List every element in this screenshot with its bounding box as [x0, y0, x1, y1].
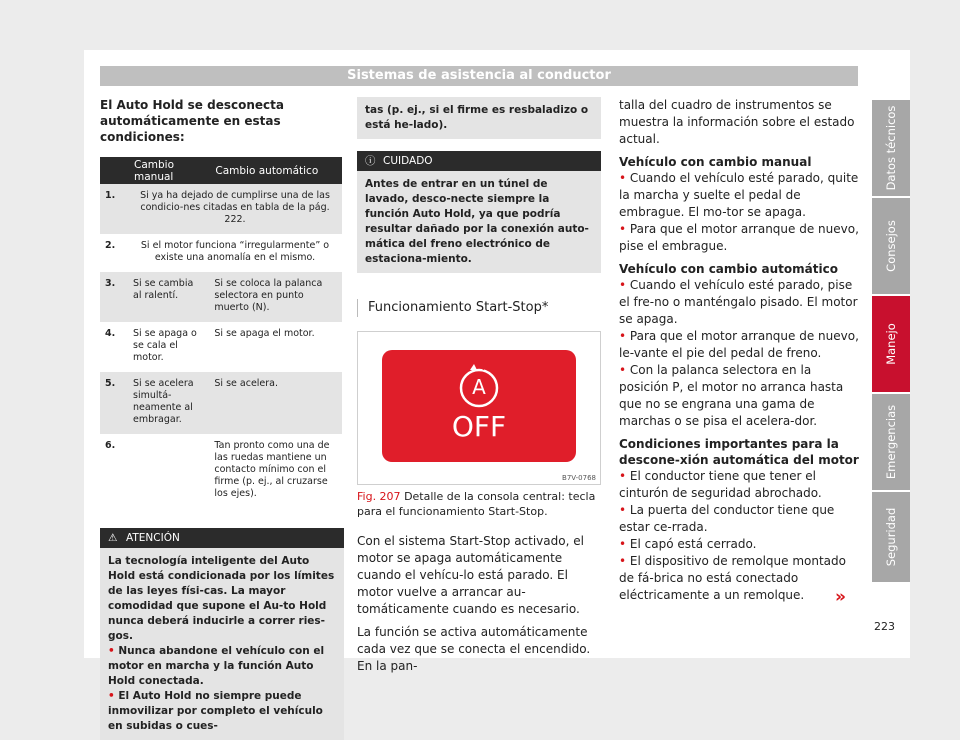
paragraph: La función se activa automáticamente cada vez que se conecta el encendido. En la pan-: [357, 625, 591, 673]
row-auto: Si se apaga el motor.: [209, 322, 342, 372]
list-item: [108, 689, 336, 734]
warning-header: [100, 528, 344, 548]
warning-body: [100, 548, 344, 740]
caption-text: Detalle de la consola central: tecla para el funcionamiento Start-Stop.: [357, 490, 596, 518]
header-title: Sistemas de asistencia al conductor: [100, 66, 858, 86]
caption-label: Fig. 207: [357, 490, 401, 503]
figure-start-stop: [357, 331, 601, 485]
row-manual: Si se apaga o se cala el motor.: [128, 322, 209, 372]
list-item-text: Para que el motor arranque de nuevo, le-vante el pie del pedal de freno.: [619, 329, 859, 360]
table-row: [100, 322, 342, 372]
list-item: [619, 170, 859, 221]
caution-header: [357, 151, 601, 171]
paragraph: Con el sistema Start-Stop activado, el motor se apaga automáticamente cuando el vehícu-lo está parado. El motor vuelve a arrancar au-tomáticamente cuando es necesario.: [357, 534, 584, 616]
tab-label: Datos técnicos: [884, 105, 898, 191]
warning-continuation-text: tas (p. ej., si el firme es resbaladizo o está he-lado).: [365, 104, 589, 131]
bullet-icon: •: [108, 645, 119, 657]
tab-seguridad[interactable]: [872, 492, 910, 582]
auto-off-icon: [382, 350, 576, 462]
row-number: 2.: [100, 234, 128, 272]
tab-label: Manejo: [884, 323, 898, 365]
tab-label: Emergencias: [884, 404, 898, 480]
list-item: [619, 328, 859, 362]
bullet-icon: •: [619, 171, 630, 185]
list-item-text: La puerta del conductor tiene que estar ce-rrada.: [619, 503, 835, 534]
tab-label: Consejos: [884, 220, 898, 272]
list-item: [619, 277, 859, 328]
warning-box: [100, 528, 344, 740]
bullet-icon: •: [108, 690, 119, 702]
bullet-icon: •: [619, 537, 630, 551]
start-stop-button-image: [382, 350, 576, 462]
table-header-auto: Cambio automático: [209, 157, 342, 184]
list-item: [619, 536, 859, 553]
list-item: [619, 553, 859, 604]
warning-continuation-box: [357, 97, 601, 139]
column-1: [100, 97, 344, 740]
list-item: [619, 221, 859, 255]
row-number: 3.: [100, 272, 128, 322]
tab-consejos[interactable]: [872, 198, 910, 294]
bullet-icon: •: [619, 222, 630, 236]
row-auto: Si se coloca la palanca selectora en punto muerto (N).: [209, 272, 342, 322]
column-2: [357, 97, 601, 675]
subheading-manual: Vehículo con cambio manual: [619, 155, 812, 169]
table-row: [100, 184, 342, 234]
row-manual: Si se cambia al ralentí.: [128, 272, 209, 322]
bullet-icon: •: [619, 469, 630, 483]
row-auto: Tan pronto como una de las ruedas mantiene un contacto mínimo con el firme (p. ej., al cruzarse los ejes).: [209, 434, 342, 508]
list-item-text: Con la palanca selectora en la posición P, el motor no arranca hasta que no se engrana una gama de marchas o se pisa el acelera-dor.: [619, 363, 844, 428]
row-merged-text: Si el motor funciona “irregularmente” o existe una anomalía en el mismo.: [128, 234, 342, 272]
button-letter: A: [472, 375, 486, 399]
subheading-conditions: Condiciones importantes para la descone-xión automática del motor: [619, 437, 859, 467]
row-number: 4.: [100, 322, 128, 372]
continue-arrow-icon: »: [835, 587, 846, 607]
row-number: 6.: [100, 434, 128, 508]
tab-label: Seguridad: [884, 507, 898, 567]
bullet-icon: •: [619, 554, 630, 568]
table-row: [100, 234, 342, 272]
caution-title: CUIDADO: [383, 155, 433, 167]
row-merged-text: Si ya ha dejado de cumplirse una de las condicio-nes citadas en tabla de la pág. 222.: [128, 184, 342, 234]
table-header-manual: Cambio manual: [128, 157, 209, 184]
row-manual: Si se acelera simultá-neamente al embragar.: [128, 372, 209, 434]
warning-triangle-icon: ⚠: [108, 532, 118, 544]
bullet-icon: •: [619, 329, 630, 343]
warning-bullet-text: Nunca abandone el vehículo con el motor en marcha y la función Auto Hold conectada.: [108, 645, 325, 687]
button-off-text: OFF: [451, 410, 507, 443]
caution-box: [357, 151, 601, 273]
bullet-icon: •: [619, 278, 630, 292]
tab-datos-tecnicos[interactable]: [872, 100, 910, 196]
row-number: 5.: [100, 372, 128, 434]
paragraph: talla del cuadro de instrumentos se muestra la información sobre el estado actual.: [619, 98, 855, 146]
list-item-text: Para que el motor arranque de nuevo, pise el embrague.: [619, 222, 859, 253]
table-row: [100, 272, 342, 322]
section-title: Funcionamiento Start-Stop*: [357, 299, 601, 317]
table-header: [100, 157, 342, 184]
row-auto: Si se acelera.: [209, 372, 342, 434]
autohold-heading: El Auto Hold se desconecta automáticamente en estas condiciones:: [100, 98, 284, 144]
figure-caption: [357, 489, 601, 519]
list-item: [619, 502, 859, 536]
list-item: [619, 468, 859, 502]
subheading-auto: Vehículo con cambio automático: [619, 262, 838, 276]
table-row: [100, 434, 342, 508]
tab-emergencias[interactable]: [872, 394, 910, 490]
warning-title: ATENCIÓN: [126, 532, 180, 544]
bullet-icon: •: [619, 503, 630, 517]
bullet-icon: •: [619, 363, 630, 377]
list-item-text: El capó está cerrado.: [629, 537, 757, 551]
list-item-text: Cuando el vehículo esté parado, pise el fre-no o manténgalo pisado. El motor se apaga.: [619, 278, 858, 326]
row-number: 1.: [100, 184, 128, 234]
row-manual: [128, 434, 209, 508]
info-circle-icon: ⓘ: [365, 155, 376, 167]
tab-manejo[interactable]: [872, 296, 910, 392]
table-row: [100, 372, 342, 434]
list-item-text: Cuando el vehículo esté parado, quite la marcha y suelte el pedal de embrague. El mo-tor se apaga.: [619, 171, 859, 219]
figure-code: B7V-0768: [562, 474, 596, 482]
warning-bullet-text: El Auto Hold no siempre puede inmovilizar por completo el vehículo en subidas o cues-: [108, 690, 323, 732]
table-header-num: [100, 157, 128, 184]
list-item: [619, 362, 859, 430]
list-item-text: El conductor tiene que tener el cinturón de seguridad abrochado.: [619, 469, 822, 500]
autohold-table: [100, 157, 342, 508]
list-item: [108, 644, 336, 689]
column-3: [619, 97, 859, 604]
warning-text: La tecnología inteligente del Auto Hold está condicionada por los límites de las leyes físi-cas. La mayor comodidad que supone el Au-to Hold nunca deberá inducirle a correr ries-gos.: [108, 555, 335, 642]
list-item-text: El dispositivo de remolque montado de fá-brica no está conectado eléctricamente a un remolque.: [619, 554, 846, 602]
page-number: 223: [874, 620, 895, 633]
caution-text: Antes de entrar en un túnel de lavado, desco-necte siempre la función Auto Hold, ya que podría resultar dañado por la conexión auto-mática del freno electrónico de estaciona-miento.: [365, 178, 589, 265]
